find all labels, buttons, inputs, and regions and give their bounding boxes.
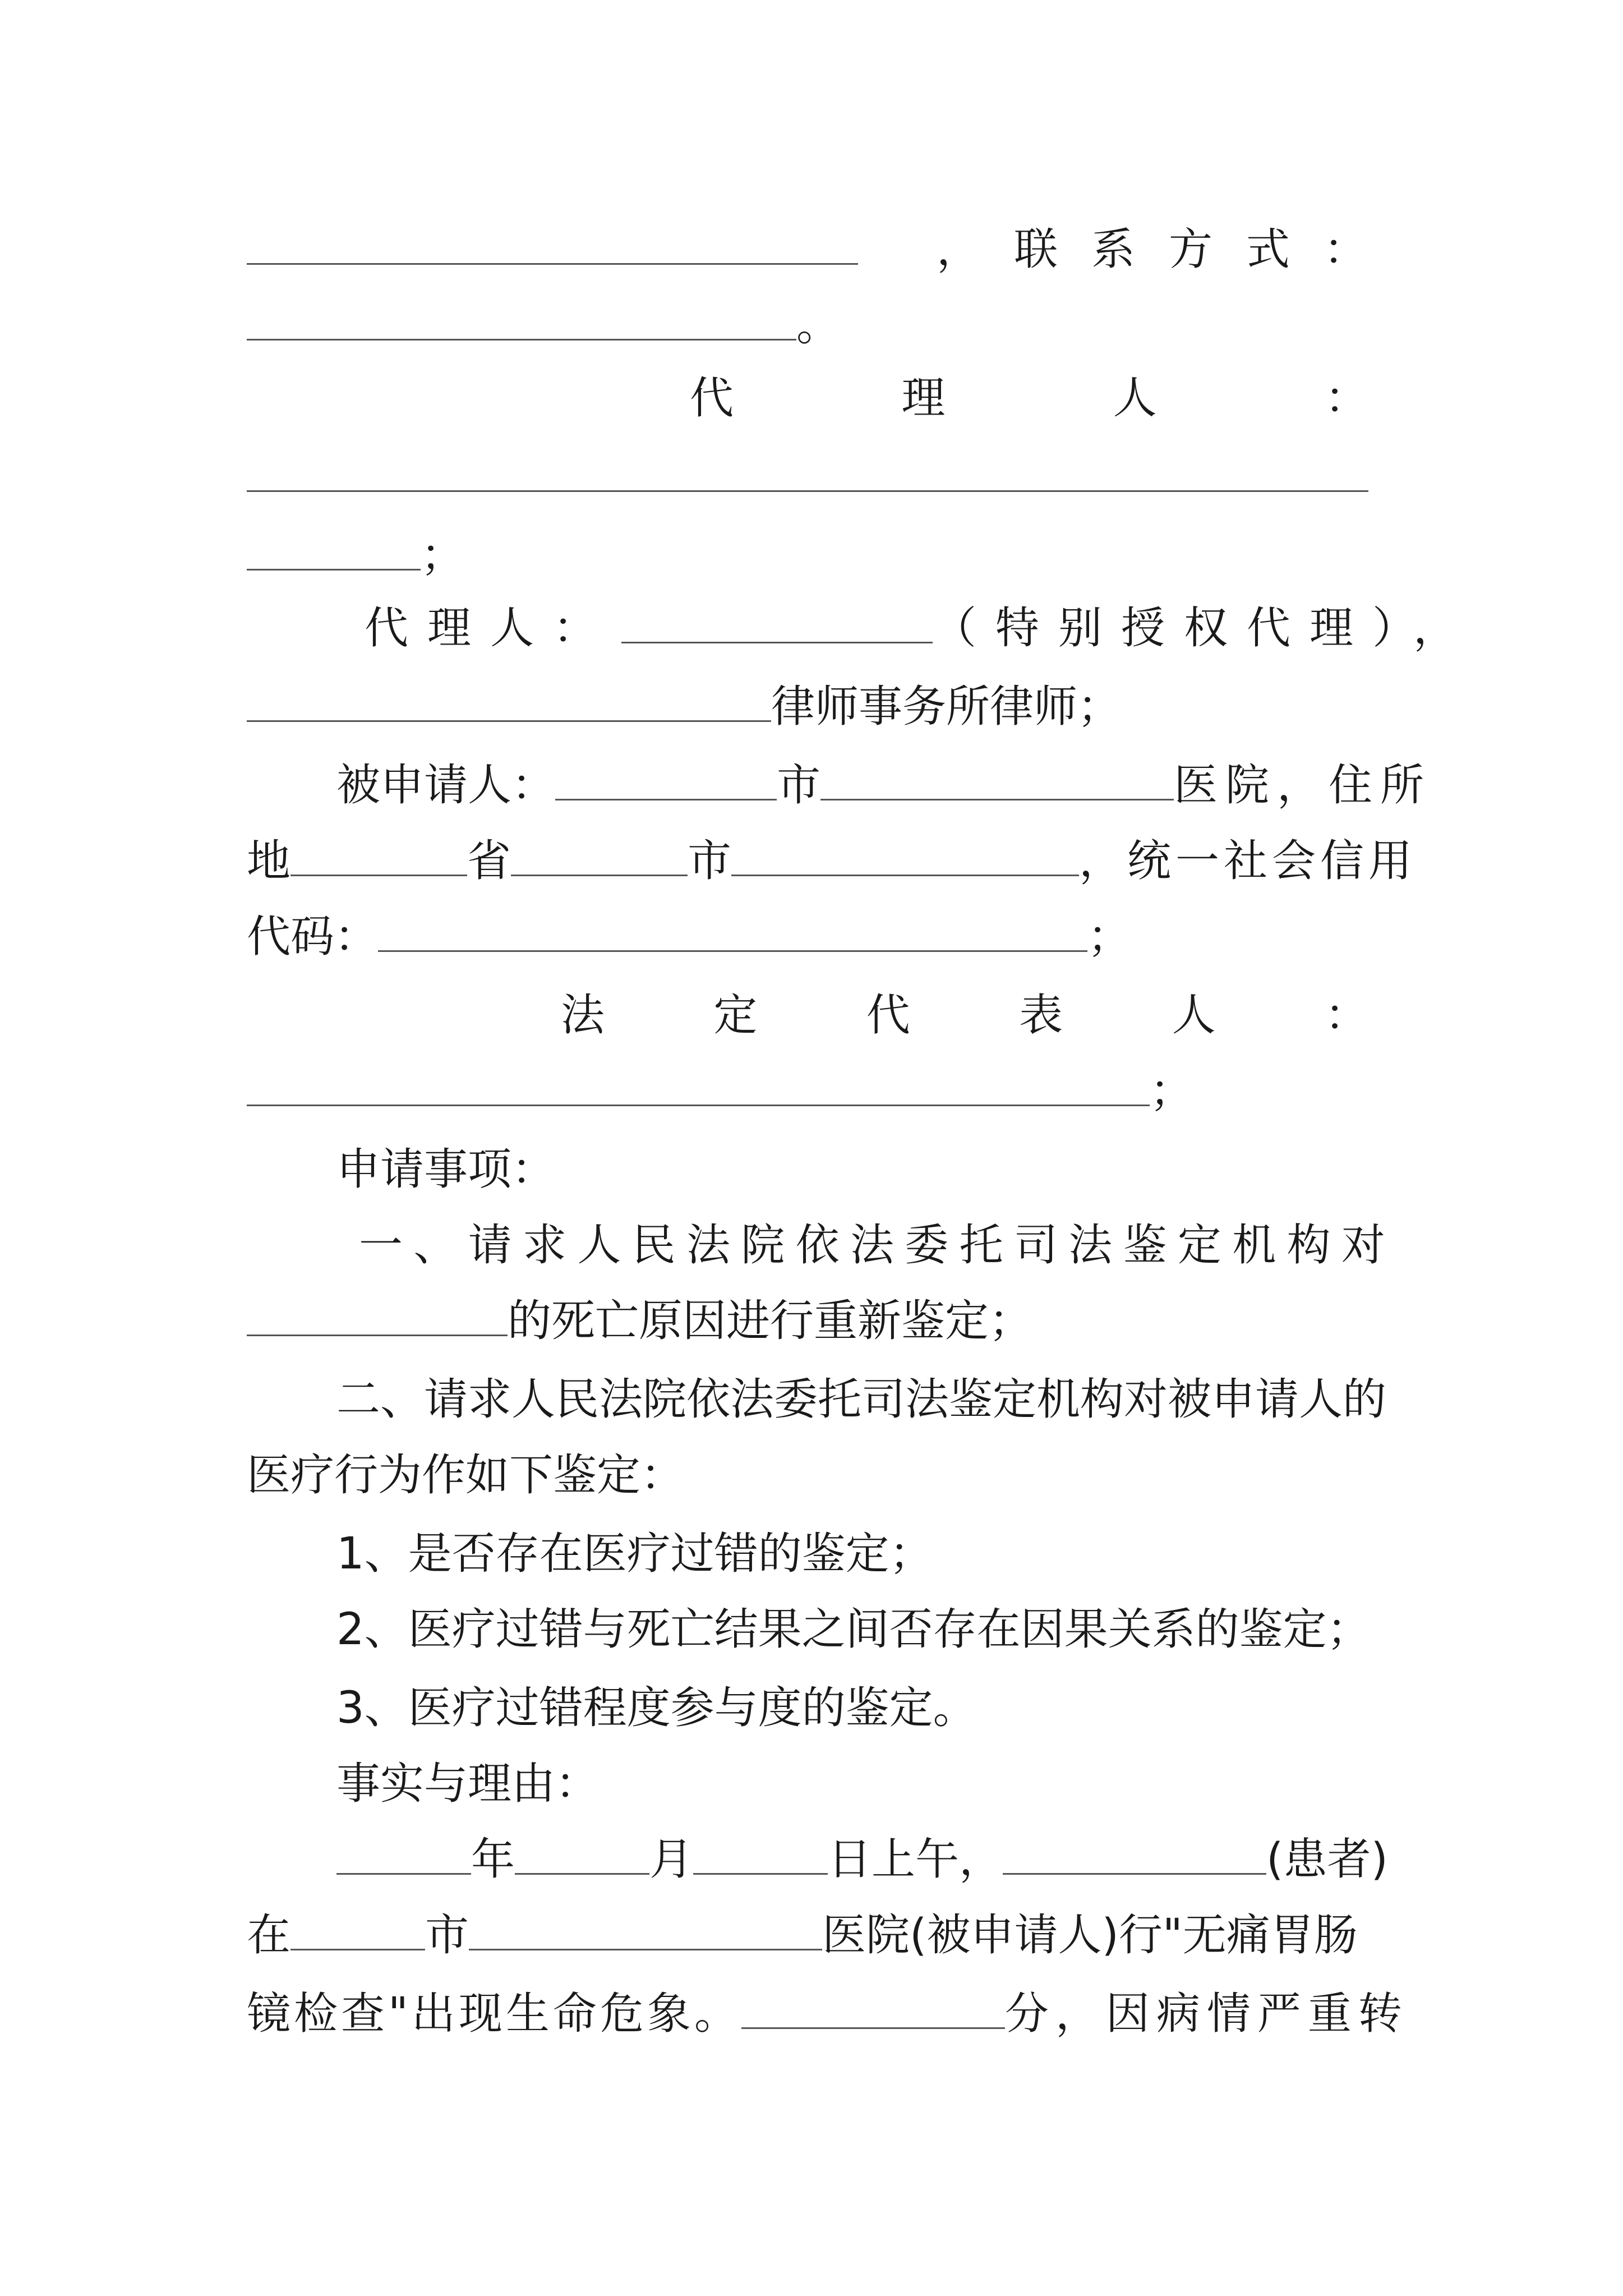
line-agent-label <box>690 370 1368 426</box>
char: 一 <box>359 1220 403 1271</box>
char: 、 <box>413 1220 458 1271</box>
blank-field <box>247 1293 508 1336</box>
list-item-3: 3、医疗过错程度参与度的鉴定。 <box>336 1683 977 1733</box>
blank-field <box>247 679 771 722</box>
line-request-1 <box>359 1217 1385 1273</box>
blank-field <box>291 1907 425 1950</box>
text-patient: (患者) <box>1266 1834 1388 1885</box>
blank-field <box>469 1907 822 1950</box>
text-period: 。 <box>796 300 841 351</box>
text-death-cause: 的死亡原因进行重新鉴定； <box>508 1296 1033 1346</box>
char: ： <box>1324 990 1368 1041</box>
blank-field <box>247 449 1368 492</box>
blank-field <box>247 527 421 570</box>
text-special-authorization: （特别授权代理）， <box>933 603 1477 654</box>
char: 民 <box>631 1220 676 1271</box>
char: 构 <box>1287 1220 1331 1271</box>
text-month: 月 <box>649 1834 694 1885</box>
char: 法 <box>561 990 605 1041</box>
char: 托 <box>959 1220 1003 1271</box>
char: 定 <box>713 990 758 1041</box>
text-law-firm: 律师事务所律师； <box>771 682 1122 732</box>
char: 机 <box>1232 1220 1276 1271</box>
char: 委 <box>905 1220 949 1271</box>
text-agent: 代理人： <box>365 603 616 654</box>
text-respondent: 被申请人： <box>336 760 556 811</box>
char: 鉴 <box>1123 1220 1167 1271</box>
blank-field <box>515 1832 649 1875</box>
line-emergency <box>247 1986 1409 2042</box>
line-address <box>247 833 1417 889</box>
blank-field <box>247 297 796 341</box>
blank-field <box>247 222 858 265</box>
text-city: 市 <box>425 1910 469 1961</box>
char: 依 <box>795 1220 840 1271</box>
char: 司 <box>1013 1220 1058 1271</box>
blank-field <box>621 600 933 643</box>
char: 对 <box>1341 1220 1385 1271</box>
char: ： <box>1324 373 1368 424</box>
text-city: 市 <box>688 836 732 886</box>
char: 人 <box>1172 990 1216 1041</box>
blank-field <box>1003 1832 1266 1875</box>
list-item-2: 2、医疗过错与死亡结果之间否存在因果关系的鉴定； <box>336 1604 1371 1655</box>
text-exam-danger: 镜检查"出现生命危象。 <box>247 1989 741 2039</box>
blank-field <box>247 1063 1150 1106</box>
text-code: 代码： <box>247 912 379 962</box>
list-item-1: 1、是否存在医疗过错的鉴定； <box>336 1529 933 1579</box>
blank-field <box>693 1832 828 1875</box>
line-code <box>247 909 1131 965</box>
heading-application-items: 申请事项： <box>336 1144 556 1195</box>
text-hospital-exam: 医院(被申请人)行"无痛胃肠 <box>822 1910 1358 1961</box>
blank-field <box>291 833 467 876</box>
line-respondent <box>336 757 1432 813</box>
line-request-2-cont: 医疗行为作如下鉴定： <box>247 1450 685 1501</box>
blank-field <box>820 757 1174 800</box>
text-at: 在 <box>247 1910 291 1961</box>
char: 法 <box>1068 1220 1113 1271</box>
char: 人 <box>1113 373 1157 424</box>
text-day-morning: 日上午， <box>828 1834 1003 1885</box>
line-legal-rep-label <box>561 987 1368 1043</box>
line-agent-blank <box>247 449 1368 505</box>
text-year: 年 <box>471 1834 515 1885</box>
char: 求 <box>522 1220 566 1271</box>
line-contact-value <box>247 297 840 353</box>
line-agent-special <box>365 600 1476 656</box>
char: 院 <box>741 1220 785 1271</box>
text-credit-code: ，统一社会信用 <box>1079 836 1417 886</box>
line-contact <box>247 222 1401 278</box>
blank-field <box>555 757 777 800</box>
char: 请 <box>468 1220 512 1271</box>
blank-field <box>378 909 1087 952</box>
line-law-firm <box>247 679 1121 735</box>
heading-facts-reasons: 事实与理由： <box>336 1759 600 1809</box>
text-transfer: 分，因病情严重转 <box>1004 1989 1409 2039</box>
text-contact-label: ，联系方式： <box>937 224 1401 275</box>
char: 人 <box>577 1220 621 1271</box>
char: 定 <box>1177 1220 1221 1271</box>
char: 法 <box>850 1220 894 1271</box>
text-semicolon: ； <box>421 530 465 581</box>
text-semicolon: ； <box>1150 1066 1194 1116</box>
line-request-2: 二、请求人民法院依法委托司法鉴定机构对被申请人的 <box>336 1374 1387 1425</box>
text-hospital: 医院，住所 <box>1174 760 1432 811</box>
text-di: 地 <box>247 836 291 886</box>
char: 代 <box>866 990 910 1041</box>
blank-field <box>336 1832 471 1875</box>
text-semicolon: ； <box>1087 912 1132 962</box>
char: 表 <box>1019 990 1063 1041</box>
text-province: 省 <box>467 836 511 886</box>
char: 代 <box>690 373 734 424</box>
char: 理 <box>901 373 946 424</box>
blank-field <box>511 833 688 876</box>
text-city: 市 <box>777 760 821 811</box>
line-request-1-cont <box>247 1293 1032 1349</box>
blank-field <box>741 1986 1005 2029</box>
line-agent-blank-end <box>247 527 464 583</box>
blank-field <box>731 833 1079 876</box>
line-date <box>336 1832 1388 1888</box>
line-hospital <box>247 1907 1358 1963</box>
line-legal-rep-blank <box>247 1063 1193 1119</box>
char: 法 <box>686 1220 730 1271</box>
